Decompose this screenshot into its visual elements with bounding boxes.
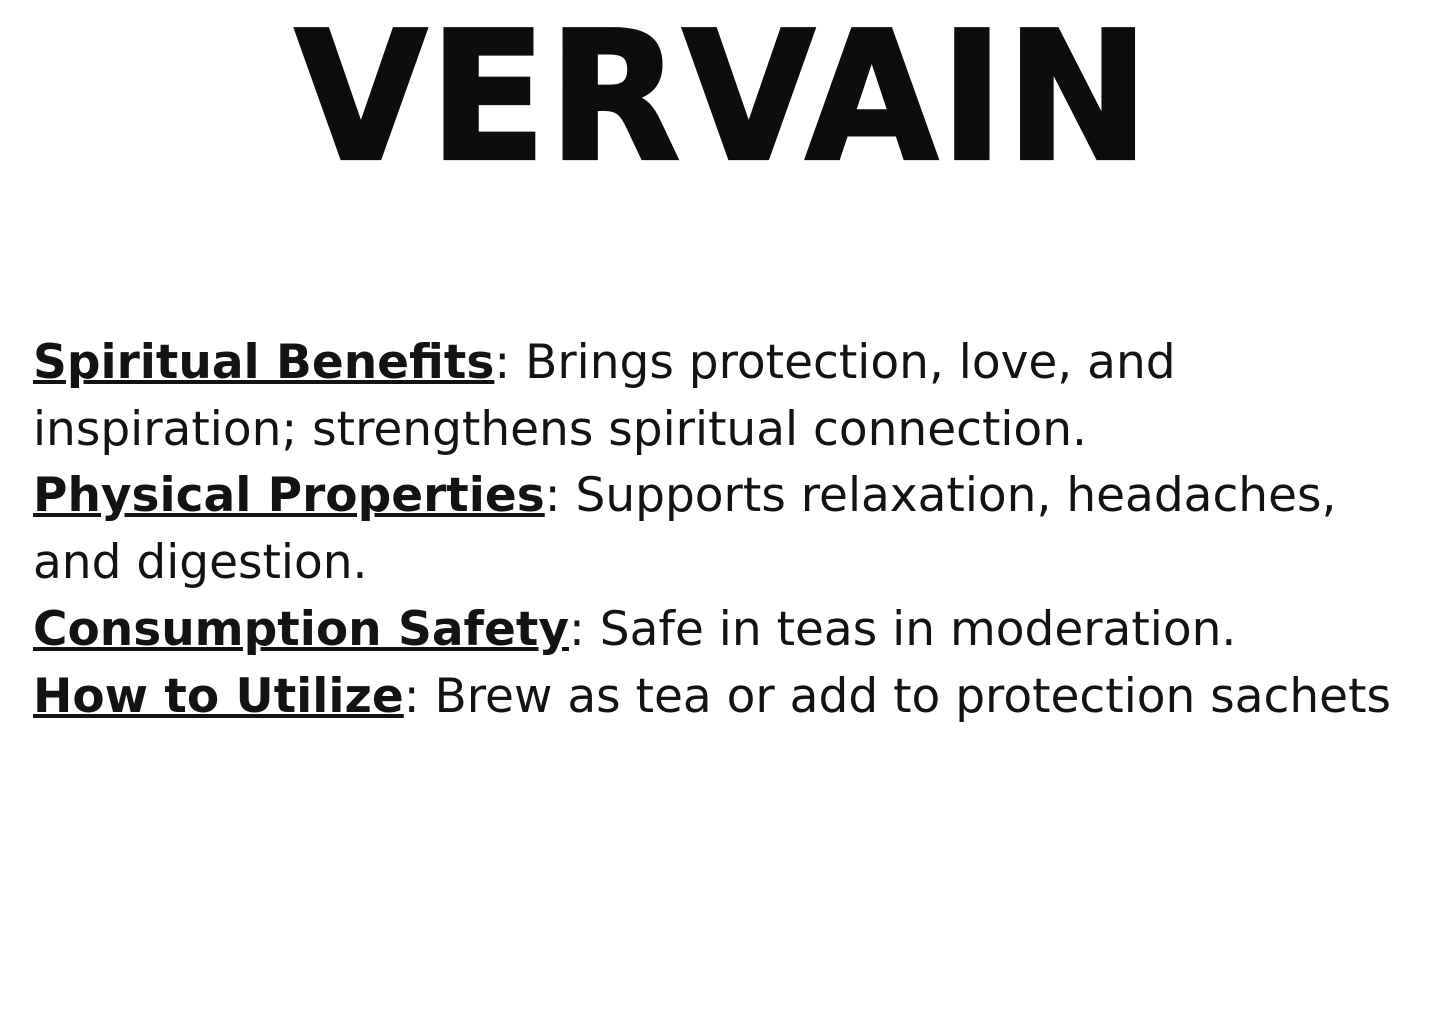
entry-label: How to Utilize xyxy=(33,668,404,724)
entry-label: Physical Properties xyxy=(33,468,545,524)
entry-physical-properties xyxy=(33,463,1413,596)
entry-text: Supports relaxation, headaches, and digestion. xyxy=(33,468,1337,591)
entry-spiritual-benefits xyxy=(33,330,1413,463)
entry-label: Spiritual Benefits xyxy=(33,335,495,390)
herb-description-block xyxy=(33,330,1413,730)
entry-consumption-safety xyxy=(33,597,1413,664)
entry-how-to-utilize xyxy=(33,664,1413,731)
entry-label: Consumption Safety xyxy=(33,601,569,657)
entry-separator: : xyxy=(403,668,435,724)
entry-text: Safe in teas in moderation. xyxy=(599,601,1237,657)
entry-separator: : xyxy=(544,468,576,524)
title-container xyxy=(0,0,1445,201)
entry-separator: : xyxy=(568,601,600,657)
page-title: VERVAIN xyxy=(294,0,1151,201)
entry-text: Brew as tea or add to protection sachets xyxy=(434,668,1391,724)
entry-separator: : xyxy=(494,335,526,390)
entry-text: Brings protection, love, and inspiration; strengthens spiritual connection. xyxy=(33,335,1176,457)
